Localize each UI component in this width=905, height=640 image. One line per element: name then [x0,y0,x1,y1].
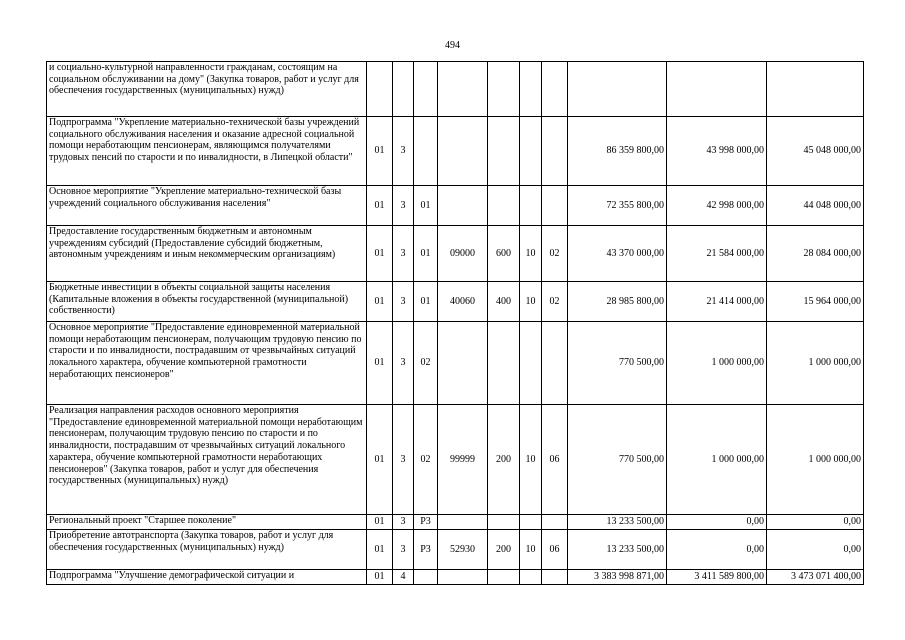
amount-year3-cell: 44 048 000,00 [767,186,864,226]
program-code-cell: 01 [367,405,393,515]
subsection-code-cell: 02 [542,282,568,322]
activity-code-cell [414,570,438,585]
amount-year2-cell [667,62,767,117]
table-row [47,570,864,585]
amount-year3-cell: 45 048 000,00 [767,117,864,186]
row-name-cell: Подпрограмма "Укрепление материально-технической базы учреждений социального обслуживания населения и оказание адресной социальной помощи неработающим пенсионерам, являющимся получателями трудовых пенсий по старости и по инвалидности, в Липецкой области" [47,117,367,186]
program-code-cell [367,62,393,117]
subsection-code-cell [542,62,568,117]
section-code-cell [520,322,542,405]
program-code-cell: 01 [367,515,393,530]
subprogram-code-cell: 4 [393,570,414,585]
activity-code-cell [414,117,438,186]
subprogram-code-cell: 3 [393,117,414,186]
amount-year2-cell: 42 998 000,00 [667,186,767,226]
expense-type-cell: 200 [488,405,520,515]
section-code-cell [520,117,542,186]
amount-year1-cell: 86 359 800,00 [568,117,667,186]
expense-direction-cell [438,322,488,405]
activity-code-cell: 01 [414,226,438,282]
table-row [47,186,864,226]
activity-code-cell: P3 [414,530,438,570]
row-name-cell: Бюджетные инвестиции в объекты социальной защиты населения (Капитальные вложения в объекты государственной (муниципальной) собственности) [47,282,367,322]
amount-year2-cell: 3 411 589 800,00 [667,570,767,585]
amount-year3-cell: 3 473 071 400,00 [767,570,864,585]
activity-code-cell: 01 [414,186,438,226]
row-name-cell: Реализация направления расходов основного мероприятия "Предоставление единовременной материальной помощи неработающим пенсионерам, получающим трудовую пенсию по старости и по инвалидности, пострадавшим от чрезвычайных ситуаций локального характера, обучение компьютерной грамотности неработающих пенсионеров" (Закупка товаров, работ и услуг для обеспечения государственных (муниципальных) нужд) [47,405,367,515]
row-name-cell: Региональный проект "Старшее поколение" [47,515,367,530]
activity-code-cell [414,62,438,117]
subsection-code-cell: 06 [542,405,568,515]
expense-direction-cell: 09000 [438,226,488,282]
table-row [47,226,864,282]
amount-year3-cell: 28 084 000,00 [767,226,864,282]
expense-type-cell: 600 [488,226,520,282]
expense-direction-cell [438,62,488,117]
amount-year1-cell: 3 383 998 871,00 [568,570,667,585]
amount-year3-cell: 1 000 000,00 [767,405,864,515]
row-name-cell: и социально-культурной направленности гражданам, состоящим на социальном обслуживании на дому" (Закупка товаров, работ и услуг для обеспечения государственных (муниципальных) нужд) [47,62,367,117]
section-code-cell: 10 [520,226,542,282]
amount-year1-cell: 770 500,00 [568,405,667,515]
section-code-cell: 10 [520,405,542,515]
table-row [47,117,864,186]
subsection-code-cell [542,117,568,186]
amount-year1-cell: 72 355 800,00 [568,186,667,226]
program-code-cell: 01 [367,530,393,570]
subsection-code-cell [542,322,568,405]
program-code-cell: 01 [367,282,393,322]
section-code-cell [520,62,542,117]
activity-code-cell: 02 [414,405,438,515]
table-row [47,62,864,117]
amount-year1-cell [568,62,667,117]
program-code-cell: 01 [367,186,393,226]
program-code-cell: 01 [367,226,393,282]
amount-year2-cell: 1 000 000,00 [667,322,767,405]
subsection-code-cell [542,186,568,226]
amount-year3-cell [767,62,864,117]
row-name-cell: Подпрограмма "Улучшение демографической ситуации и [47,570,367,585]
section-code-cell [520,570,542,585]
section-code-cell: 10 [520,282,542,322]
expense-direction-cell: 40060 [438,282,488,322]
amount-year2-cell: 21 584 000,00 [667,226,767,282]
amount-year3-cell: 0,00 [767,530,864,570]
amount-year1-cell: 43 370 000,00 [568,226,667,282]
table-row [47,405,864,515]
expense-direction-cell [438,117,488,186]
subsection-code-cell [542,570,568,585]
row-name-cell: Предоставление государственным бюджетным и автономным учреждениям субсидий (Предоставление субсидий бюджетным, автономным учреждениям и иным некоммерческим организациям) [47,226,367,282]
activity-code-cell: 02 [414,322,438,405]
subprogram-code-cell: 3 [393,186,414,226]
expense-type-cell [488,117,520,186]
expense-type-cell [488,322,520,405]
amount-year2-cell: 1 000 000,00 [667,405,767,515]
page-number: 494 [445,40,460,51]
amount-year1-cell: 770 500,00 [568,322,667,405]
section-code-cell [520,186,542,226]
amount-year1-cell: 13 233 500,00 [568,530,667,570]
section-code-cell [520,515,542,530]
subsection-code-cell: 06 [542,530,568,570]
row-name-cell: Основное мероприятие "Предоставление единовременной материальной помощи неработающим пенсионерам, получающим трудовую пенсию по старости и по инвалидности, пострадавшим от чрезвычайных ситуаций локального характера, обучение компьютерной грамотности неработающих пенсионеров" [47,322,367,405]
amount-year3-cell: 0,00 [767,515,864,530]
expense-type-cell [488,570,520,585]
expense-direction-cell [438,186,488,226]
subsection-code-cell: 02 [542,226,568,282]
budget-table [46,61,864,585]
amount-year2-cell: 0,00 [667,530,767,570]
amount-year3-cell: 15 964 000,00 [767,282,864,322]
activity-code-cell: 01 [414,282,438,322]
subprogram-code-cell: 3 [393,530,414,570]
expense-direction-cell: 52930 [438,530,488,570]
table-row [47,282,864,322]
amount-year2-cell: 21 414 000,00 [667,282,767,322]
expense-direction-cell [438,515,488,530]
table-row [47,322,864,405]
expense-type-cell [488,515,520,530]
row-name-cell: Приобретение автотранспорта (Закупка товаров, работ и услуг для обеспечения государственных (муниципальных) нужд) [47,530,367,570]
subprogram-code-cell [393,62,414,117]
amount-year2-cell: 43 998 000,00 [667,117,767,186]
expense-type-cell: 400 [488,282,520,322]
table-row [47,530,864,570]
expense-type-cell [488,186,520,226]
amount-year3-cell: 1 000 000,00 [767,322,864,405]
program-code-cell: 01 [367,322,393,405]
expense-direction-cell [438,570,488,585]
expense-direction-cell: 99999 [438,405,488,515]
program-code-cell: 01 [367,117,393,186]
row-name-cell: Основное мероприятие "Укрепление материально-технической базы учреждений социального обслуживания населения" [47,186,367,226]
subprogram-code-cell: 3 [393,226,414,282]
subprogram-code-cell: 3 [393,515,414,530]
section-code-cell: 10 [520,530,542,570]
expense-type-cell [488,62,520,117]
amount-year2-cell: 0,00 [667,515,767,530]
subprogram-code-cell: 3 [393,405,414,515]
expense-type-cell: 200 [488,530,520,570]
activity-code-cell: P3 [414,515,438,530]
amount-year1-cell: 13 233 500,00 [568,515,667,530]
program-code-cell: 01 [367,570,393,585]
table-row [47,515,864,530]
amount-year1-cell: 28 985 800,00 [568,282,667,322]
subprogram-code-cell: 3 [393,282,414,322]
subsection-code-cell [542,515,568,530]
subprogram-code-cell: 3 [393,322,414,405]
